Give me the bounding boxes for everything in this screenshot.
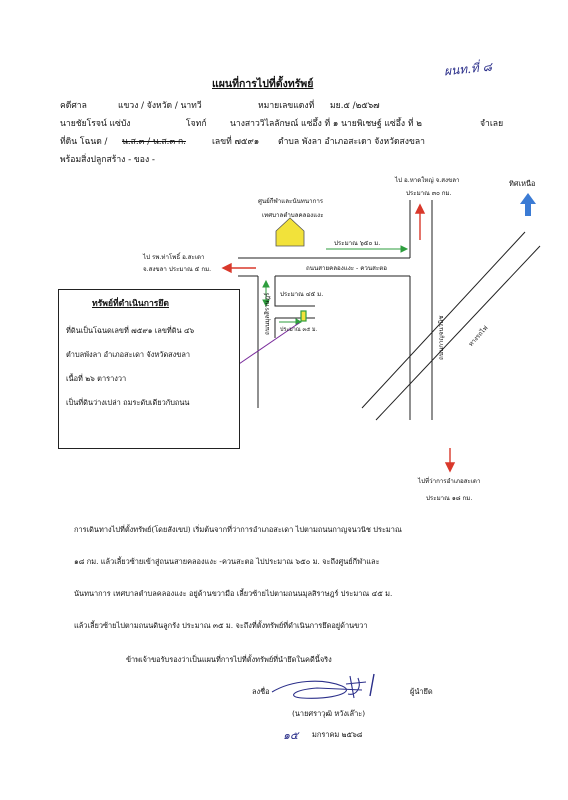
sign-label: ลงชื่อ (252, 687, 270, 696)
plaintiff: นายชัยโรจน์ แซ่บัง (60, 119, 131, 129)
date-rest: มกราคม ๒๕๖๘ (312, 730, 363, 739)
road-munlasi-label: ถนนมุลสิราษฎร์ (264, 292, 271, 335)
seizer-label: ผู้นำยึด (410, 687, 433, 696)
asset-info-box (58, 289, 240, 449)
asset-line-4: เป็นที่ดินว่างเปล่า ถมระดับเดียวกับถนน (66, 398, 190, 407)
case-label: คดีศาล (60, 101, 87, 111)
plaintiff-role: โจทก์ (186, 119, 207, 129)
struck-text: น.ส.๓ / น.ส.๓ ก. (122, 137, 186, 147)
defendant: นางสาววิไลลักษณ์ แซ่อึ้ง ที่ ๑ นายพิเชษฐ์ แซ่อึ้ง ที่ ๒ (230, 119, 422, 129)
directions-line-4: แล้วเลี้ยวซ้ายไปตามถนนดินลูกรัง ประมาณ ๓๕ ม. จะถึงที่ตั้งทรัพย์ที่ดำเนินการยึดอยู่ด้านขวา (74, 621, 368, 630)
distance-35: ประมาณ ๓๕ ม. (280, 327, 318, 333)
asset-line-3: เนื้อที่ ๒๖ ตารางวา (66, 374, 127, 383)
pho-label-1: ไป รพ.ท่าโพธิ์ อ.สะเดา (143, 254, 205, 261)
sport-center-icon (276, 218, 304, 246)
amphoe-label: ไปที่ว่าการอำเภอสะเดา (418, 478, 481, 485)
hatyai-label: ไป อ.หาดใหญ่ จ.สงขลา (395, 177, 460, 184)
date-day: ๑๕ (283, 729, 299, 742)
directions-line-1: การเดินทางไปที่ตั้งทรัพย์(โดยสังเขป) เริ่มต้นจากที่ว่าการอำเภอสะเดา ไปตามถนนกาญจนวนิช ประมาณ (74, 525, 402, 534)
court-value: แขวง / จังหวัด / นาทวี (118, 101, 202, 111)
asset-title: ทรัพย์ที่ดำเนินการยึด (92, 299, 169, 309)
hatyai-distance: ประมาณ ๓๐ กม. (406, 190, 452, 197)
building-line: พร้อมสิ่งปลูกสร้าง - ของ - (60, 155, 155, 165)
distance-45: ประมาณ ๔๕ ม. (280, 291, 324, 298)
sport-center-label-2: เทศบาลตำบลคลองแงะ (262, 212, 324, 219)
directions-line-2: ๑๘ กม. แล้วเลี้ยวซ้ายเข้าสู่ถนนสายคลองแงะ -ควนสะตอ ไปประมาณ ๖๕๐ ม. จะถึงศูนย์กีฬาและ (74, 557, 380, 566)
sport-center-label-1: ศูนย์กีฬาและนันทนาการ (258, 198, 324, 205)
land-location: ตำบล พังลา อำเภอสะเดา จังหวัดสงขลา (278, 137, 425, 147)
north-label: ทิศเหนือ (509, 179, 536, 188)
land-label: ที่ดิน โฉนด / (60, 137, 108, 147)
railway-label: ทางรถไฟ (467, 324, 490, 349)
road-kanchanawanit-label: ถนนกาญจนวนิช (438, 315, 445, 360)
page-title: แผนที่การไปที่ตั้งทรัพย์ (212, 78, 314, 90)
road-sai-label: ถนนสายคลองแงะ - ควนสะตอ (306, 265, 387, 272)
pho-label-2: จ.สงขลา ประมาณ ๕ กม. (143, 266, 212, 273)
signer-name: (นายศราวุฒิ หวังเล๊าะ) (292, 709, 366, 718)
asset-line-1: ที่ดินเป็นโฉนดเลขที่ ๗๕๙๑ เลขที่ดิน ๔๖ (66, 326, 195, 335)
certify-text: ข้าพเจ้าขอรับรองว่าเป็นแผนที่การไปที่ตั้งทรัพย์ที่นำยึดในคดีนี้จริง (126, 655, 332, 664)
north-arrow-icon (520, 193, 536, 216)
land-no: เลขที่ ๗๕๙๑ (212, 137, 260, 147)
asset-line-2: ตำบลพังลา อำเภอสะเดา จังหวัดสงขลา (66, 350, 191, 359)
case-no-label: หมายเลขแดงที่ (258, 101, 315, 111)
distance-650: ประมาณ ๖๕๐ ม. (334, 240, 381, 247)
property-marker (301, 311, 306, 321)
directions-line-3: นันทนาการ เทศบาลตำบลคลองแงะ อยู่ด้านขวามือ เลี้ยวซ้ายไปตามถนนมุลสิราษฎร์ ประมาณ ๔๕ ม. (74, 589, 393, 598)
defendant-role: จำเลย (480, 119, 504, 129)
corner-mark: ผนท.ที่ ๘ (443, 59, 493, 79)
amphoe-distance: ประมาณ ๑๘ กม. (426, 495, 473, 502)
signature (262, 670, 402, 710)
case-no-value: มย.๕ /๒๕๖๗ (330, 101, 380, 111)
